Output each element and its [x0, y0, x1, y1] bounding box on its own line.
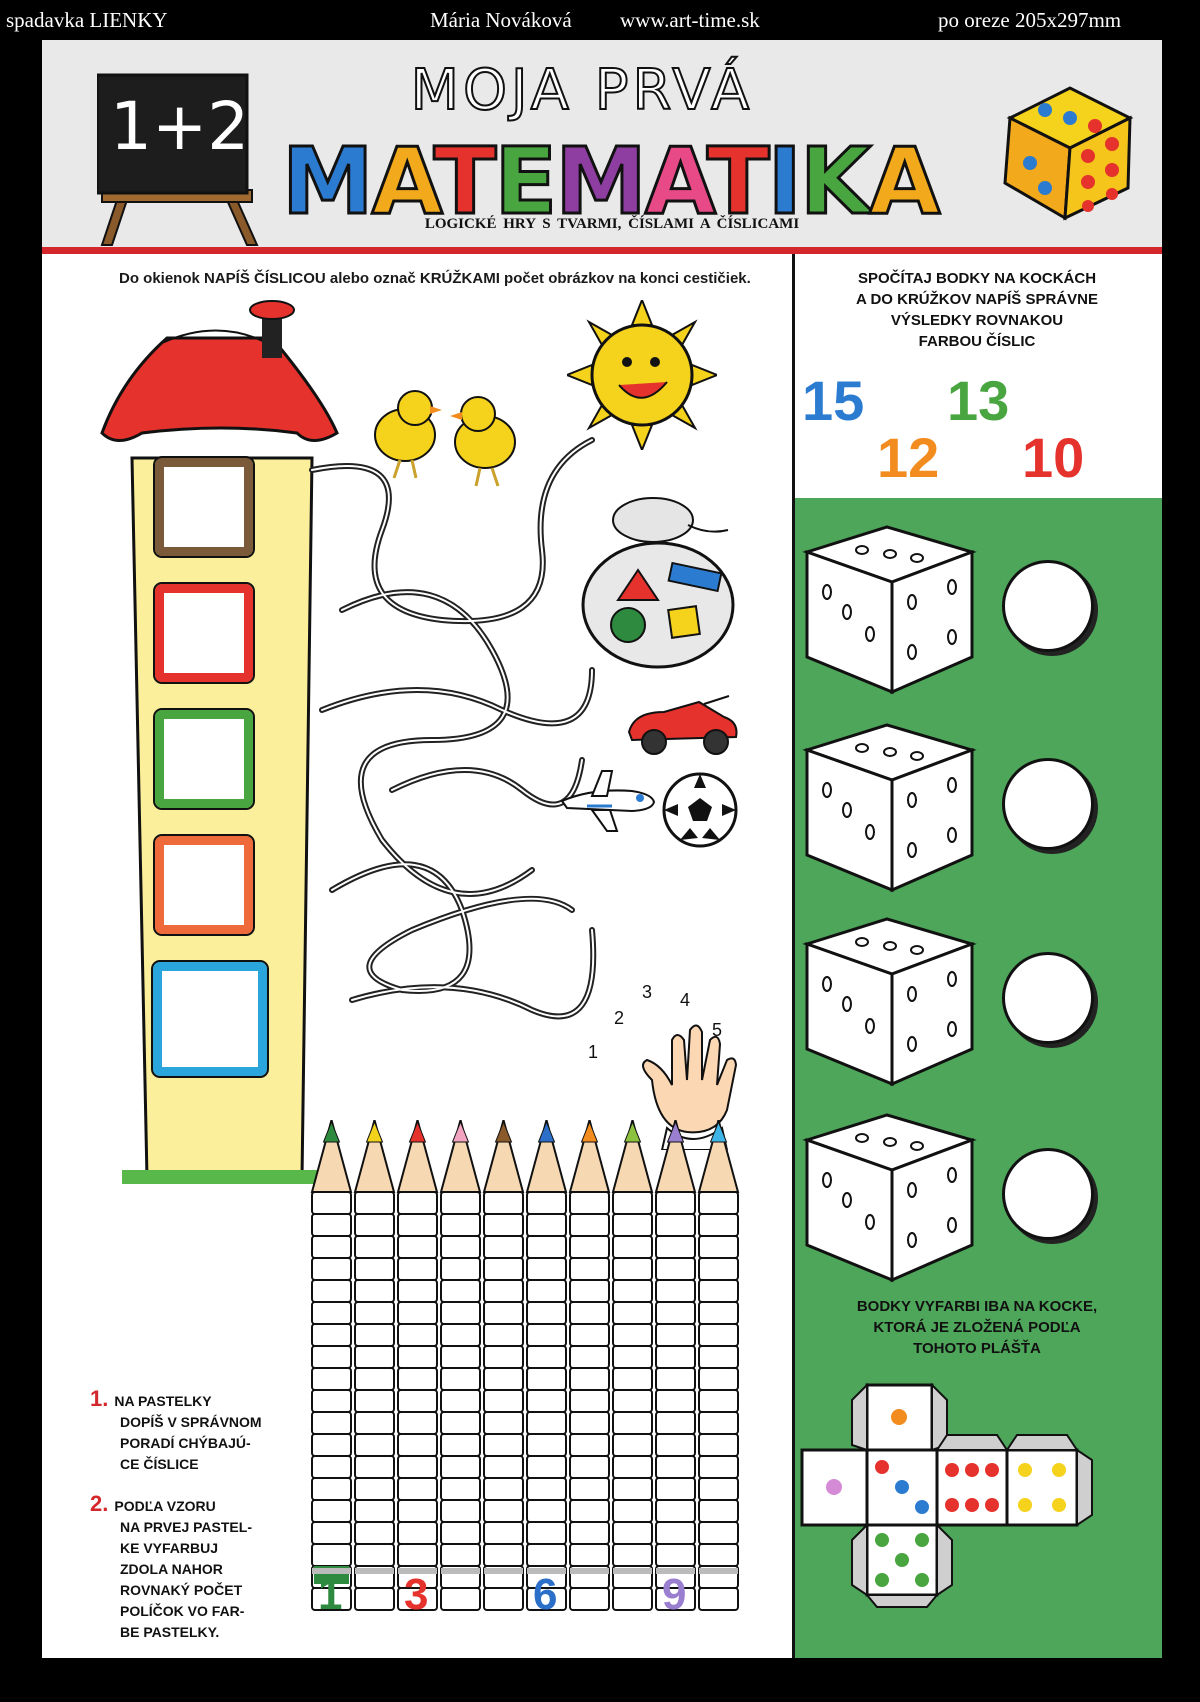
task-line: DOPÍŠ V SPRÁVNOM: [120, 1414, 262, 1430]
number-13: 13: [947, 369, 1010, 432]
pencil: [439, 1120, 482, 1658]
airplane-icon: [552, 766, 662, 836]
task-line: POLÍČOK VO FAR-: [120, 1603, 245, 1619]
finger-number: 5: [712, 1020, 723, 1040]
header-divider: [42, 247, 1162, 254]
task-line: BE PASTELKY.: [120, 1624, 220, 1640]
task-line: CE ČÍSLICE: [120, 1456, 199, 1472]
dice-icon: [802, 522, 982, 697]
number-10: 10: [1022, 426, 1085, 489]
answer-box[interactable]: [155, 584, 253, 682]
dice-icon: [802, 1110, 982, 1285]
task-line: PODĽA VZORU: [114, 1498, 216, 1514]
dice-instruction: [802, 268, 1152, 352]
task-line: KE VYFARBUJ: [120, 1540, 219, 1556]
net-instruction-line: BODKY VYFARBI IBA NA KOCKE,: [856, 1298, 1098, 1315]
dice-instruction-line: SPOČÍTAJ BODKY NA KOCKÁCH: [857, 270, 1097, 287]
chicks-icon: [360, 380, 535, 500]
top-bar: [0, 0, 1200, 40]
answer-box[interactable]: [153, 962, 267, 1076]
finger-number: 3: [642, 982, 653, 1002]
sun-icon: [567, 300, 717, 450]
finger-number: 1: [588, 1042, 599, 1062]
maze-instruction: Do okienok NAPÍŠ ČÍSLICOU alebo označ KRÚŽKAMI počet obrázkov na konci cestičiek.: [119, 270, 751, 287]
task-line: ROVNAKÝ POČET: [120, 1582, 243, 1598]
finger-number: 2: [614, 1008, 625, 1028]
author-name: Mária Nováková: [430, 8, 572, 32]
pencil: [611, 1120, 654, 1658]
finger-number: 4: [680, 990, 691, 1010]
dice-instruction-line: FARBOU ČÍSLIC: [918, 333, 1036, 350]
pencil-number: 3: [404, 1570, 429, 1619]
subtitle: LOGICKÉ HRY S TVARMI, ČÍSLAMI A ČÍSLICAMI: [424, 216, 800, 232]
title-letter: K: [799, 128, 870, 235]
pencil-task-1: [90, 1388, 300, 1475]
answer-circle[interactable]: [1002, 758, 1094, 850]
dice-icon: [802, 720, 982, 895]
number-12: 12: [877, 426, 940, 489]
dice-instruction-line: A DO KRÚŽKOV NAPÍŠ SPRÁVNE: [856, 291, 1098, 308]
title-letter: A: [371, 128, 434, 235]
task-line: PORADÍ CHÝBAJÚ-: [120, 1435, 251, 1451]
answer-box[interactable]: [155, 710, 253, 808]
title-letter: A: [644, 128, 707, 235]
title-top: MOJA PRVÁ: [410, 58, 754, 123]
title-letter: A: [869, 128, 939, 235]
answer-circle[interactable]: [1002, 1148, 1094, 1240]
task-line: ZDOLA NAHOR: [120, 1561, 223, 1577]
pencil-number: 6: [533, 1570, 558, 1619]
net-instruction-line: KTORÁ JE ZLOŽENÁ PODĽA: [873, 1319, 1081, 1336]
answer-box[interactable]: [155, 458, 253, 556]
pencil: [353, 1120, 396, 1658]
pencil-task-2: [90, 1493, 300, 1643]
worksheet-page: [42, 40, 1162, 1658]
task-line: NA PRVEJ PASTEL-: [120, 1519, 252, 1535]
answer-circle[interactable]: [1002, 952, 1094, 1044]
cube-net: [797, 1375, 1152, 1610]
task-number: 1.: [90, 1386, 109, 1411]
pencil: [697, 1120, 740, 1658]
title-letter: I: [767, 128, 800, 235]
title-letter: T: [433, 128, 495, 235]
pencil-number: 1: [318, 1570, 343, 1619]
pencil: [482, 1120, 525, 1658]
answer-circle[interactable]: [1002, 560, 1094, 652]
number-15: 15: [802, 369, 865, 432]
title-letter: T: [706, 128, 768, 235]
dice-logo-icon: [1000, 78, 1140, 228]
dice-instruction-line: VÝSLEDKY ROVNAKOU: [890, 312, 1064, 329]
title-letter: E: [494, 128, 556, 235]
task-line: NA PASTELKY: [114, 1393, 212, 1409]
print-label: spadavka LIENKY: [6, 8, 168, 32]
answer-box[interactable]: [155, 836, 253, 934]
soccer-ball-icon: [660, 770, 740, 850]
dice-icon: [802, 914, 982, 1089]
pencil: [568, 1120, 611, 1658]
title-letter: M: [555, 128, 645, 235]
trim-size: po oreze 205x297mm: [938, 8, 1122, 32]
chalkboard-text: 1+2: [110, 88, 250, 165]
header: [42, 40, 1162, 250]
net-instruction-line: TOHOTO PLÁŠŤA: [913, 1340, 1041, 1357]
task-number: 2.: [90, 1491, 109, 1516]
bag-shapes-icon: [578, 490, 748, 670]
pencil-number: 9: [662, 1570, 687, 1619]
car-icon: [624, 692, 744, 762]
title-letter: M: [282, 128, 372, 235]
net-instruction: [802, 1296, 1152, 1359]
website-url[interactable]: www.art-time.sk: [620, 8, 760, 32]
